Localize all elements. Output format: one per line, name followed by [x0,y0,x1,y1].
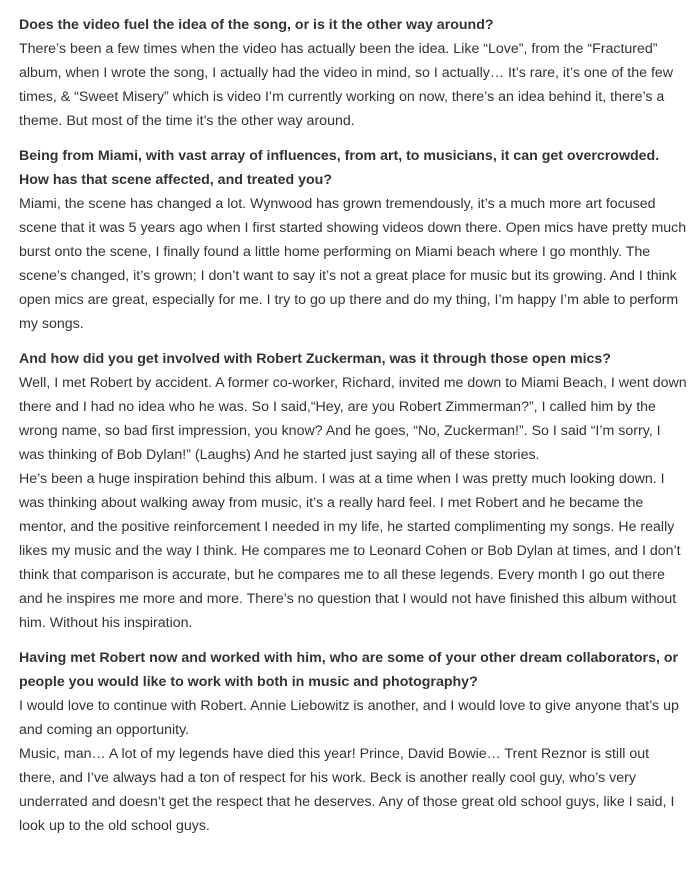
interview-question: And how did you get involved with Robert Zuckerman, was it through those open mics? [19,351,611,367]
qa-section-collaborators [19,646,688,838]
interview-answer: Well, I met Robert by accident. A former co-worker, Richard, invited me down to Miami Beach, I went down there and I had no idea who he was. So I said,“Hey, are you Robert Zimmerman?”, I called him by the wrong name, so bad first impression, you know? And he goes, “No, Zuckerman!”. So I said “I’m sorry, I was thinking of Bob Dylan!” (Laughs) And he started just saying all of these stories. [19,375,687,463]
interview-answer: He’s been a huge inspiration behind this album. I was at a time when I was pretty much looking down. I was thinking about walking away from music, it’s a really hard feel. I met Robert and he became the mentor, and the positive reinforcement I needed in my life, he started complimenting my songs. He really likes my music and the way I think. He compares me to Leonard Cohen or Bob Dylan at times, and I don’t think that comparison is accurate, but he compares me to all these legends. Every month I go out there and he inspires me more and more. There’s no question that I would not have finished this album without him. Without his inspiration. [19,471,681,631]
interview-answer: Music, man… A lot of my legends have died this year! Prince, David Bowie… Trent Reznor is still out there, and I’ve always had a ton of respect for his work. Beck is another really cool guy, who’s very underrated and doesn’t get the respect that he deserves. Any of those great old school guys, like I said, I look up to the old school guys. [19,746,675,834]
interview-answer: Miami, the scene has changed a lot. Wynwood has grown tremendously, it’s a much more art focused scene that it was 5 years ago when I first started showing videos down there. Open mics have pretty much burst onto the scene, I finally found a little home performing on Miami beach where I go monthly. The scene’s changed, it’s grown; I don’t want to say it’s not a great place for music but its growing. And I think open mics are great, especially for me. I try to go up there and do my thing, I’m happy I’m able to perform my songs. [19,196,687,332]
interview-answer: There’s been a few times when the video has actually been the idea. Like “Love”, from the “Fractured” album, when I wrote the song, I actually had the video in mind, so I actually… It’s rare, it’s one of the few times, & “Sweet Misery” which is video I’m currently working on now, there’s an idea behind it, there’s a theme. But most of the time it’s the other way around. [19,41,674,129]
interview-question: Being from Miami, with vast array of influences, from art, to musicians, it can get overcrowded. How has that scene affected, and treated you? [19,148,660,188]
qa-section-miami [19,144,688,336]
qa-section-video [19,13,688,133]
interview-answer: I would love to continue with Robert. Annie Liebowitz is another, and I would love to give anyone that’s up and coming an opportunity. [19,698,679,738]
qa-section-zuckerman [19,347,688,635]
interview-question: Having met Robert now and worked with him, who are some of your other dream collaborators, or people you would like to work with both in music and photography? [19,650,679,690]
interview-question: Does the video fuel the idea of the song, or is it the other way around? [19,17,494,33]
